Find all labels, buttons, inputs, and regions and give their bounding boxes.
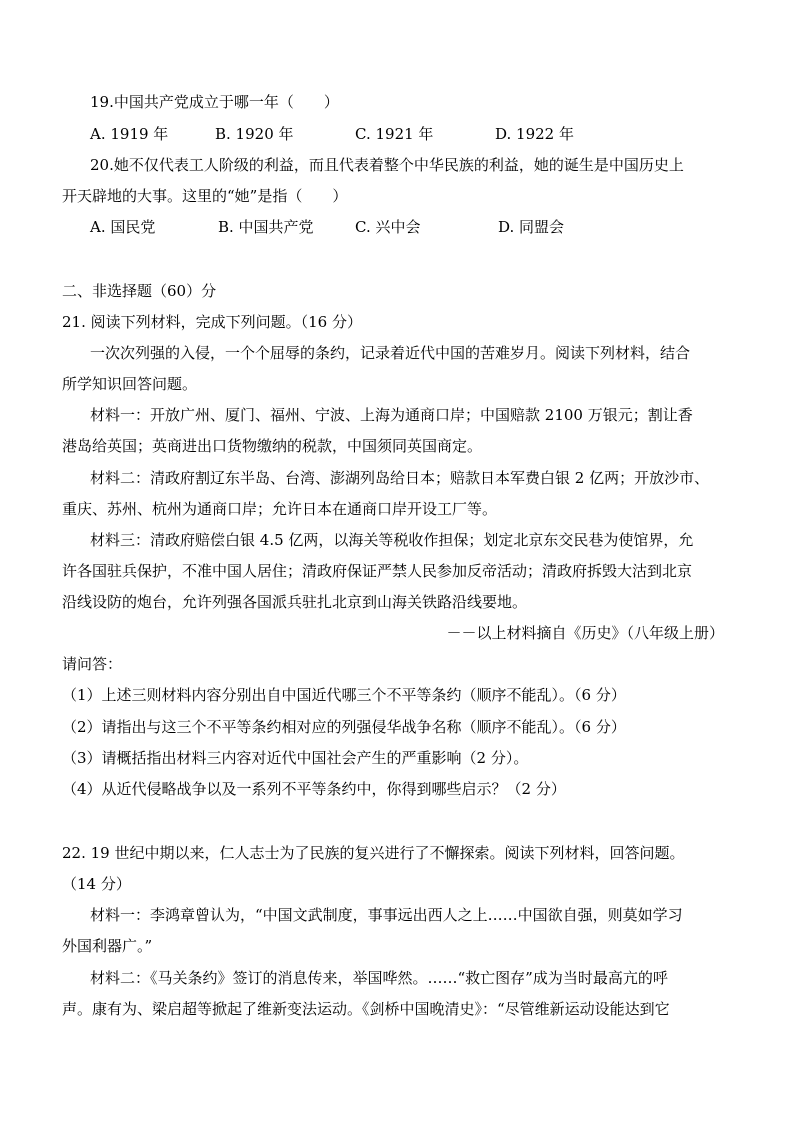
q20-option-b: B. 中国共产党 [218, 218, 314, 236]
q20-stem-line1: 20.她不仅代表工人阶级的利益，而且代表着整个中华民族的利益，她的诞生是中国历史上 [90, 156, 684, 174]
q21-material3-line3: 沿线设防的炮台，允许列强各国派兵驻扎北京到山海关铁路沿线要地。 [62, 593, 528, 611]
q22-title-line2: （14 分） [62, 875, 131, 893]
q19-option-d: D. 1922 年 [495, 125, 574, 143]
q20-option-a: A. 国民党 [90, 218, 156, 236]
q21-sub2: （2）请指出与这三个不平等条约相对应的列强侵华战争名称（顺序不能乱）。（6 分） [62, 718, 626, 736]
q21-source: －－以上材料摘自《历史》（八年级上册） [446, 624, 724, 642]
q21-sub4: （4）从近代侵略战争以及一系列不平等条约中，你得到哪些启示？（2 分） [62, 780, 566, 798]
section-heading: 二、非选择题（60）分 [62, 282, 217, 300]
q22-material2-line1: 材料二：《马关条约》签订的消息传来，举国哗然。……“救亡图存”成为当时最高亢的呼 [90, 969, 668, 987]
q21-material1-line2: 港岛给英国；英商进出口货物缴纳的税款，中国须同英国商定。 [62, 437, 483, 455]
q21-ask: 请问答： [62, 655, 123, 673]
q20-stem-line2: 开天辟地的大事。这里的“她”是指（ ） [62, 187, 348, 205]
q21-material1-line1: 材料一：开放广州、厦门、福州、宁波、上海为通商口岸；中国赔款 2100 万银元；割让香 [90, 406, 693, 424]
q20-option-d: D. 同盟会 [498, 218, 565, 236]
q19-option-a: A. 1919 年 [90, 125, 169, 143]
q22-material1-line1: 材料一：李鸿章曾认为，“中国文武制度，事事远出西人之上……中国欲自强，则莫如学习 [90, 906, 683, 924]
q22-material2-line2: 声。康有为、梁启超等掀起了维新变法运动。《剑桥中国晚清史》：“尽管维新运动设能达到它 [62, 1000, 670, 1018]
q21-material3-line2: 许各国驻兵保护，不准中国人居住；清政府保证严禁人民参加反帝活动；清政府拆毁大沽到北京 [62, 562, 693, 580]
q20-option-c: C. 兴中会 [355, 218, 421, 236]
q21-material3-line1: 材料三：清政府赔偿白银 4.5 亿两，以海关等税收作担保；划定北京东交民巷为使馆界，允 [90, 531, 694, 549]
q19-stem: 19.中国共产党成立于哪一年（ ） [90, 93, 339, 111]
q22-material1-line2: 外国利器广。” [62, 937, 153, 955]
q19-option-b: B. 1920 年 [215, 125, 294, 143]
q19-option-c: C. 1921 年 [355, 125, 434, 143]
q22-title-line1: 22. 19 世纪中期以来，仁人志士为了民族的复兴进行了不懈探索。阅读下列材料，回答问题。 [62, 844, 685, 862]
q21-sub1: （1）上述三则材料内容分别出自中国近代哪三个不平等条约（顺序不能乱）。（6 分） [62, 686, 626, 704]
q21-intro-line2: 所学知识回答问题。 [62, 375, 198, 393]
q21-sub3: （3）请概括指出材料三内容对近代中国社会产生的严重影响（2 分）。 [62, 749, 529, 767]
q21-title: 21. 阅读下列材料，完成下列问题。（16 分） [62, 313, 362, 331]
q21-intro-line1: 一次次列强的入侵，一个个屈辱的条约，记录着近代中国的苦难岁月。阅读下列材料，结合 [90, 344, 691, 362]
q21-material2-line1: 材料二：清政府割辽东半岛、台湾、澎湖列岛给日本；赔款日本军费白银 2 亿两；开放沙市、 [90, 469, 710, 487]
q21-material2-line2: 重庆、苏州、杭州为通商口岸；允许日本在通商口岸开设工厂等。 [62, 500, 498, 518]
